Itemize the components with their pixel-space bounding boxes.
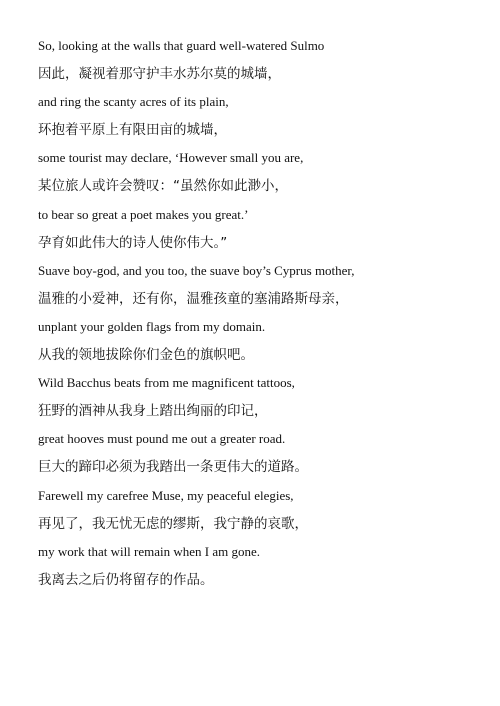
poem-line-chinese: 从我的领地拔除你们金色的旗帜吧。	[38, 347, 254, 364]
poem-line-english: some tourist may declare, ‘However small you are,	[38, 150, 304, 166]
poem-line-chinese: 孕育如此伟大的诗人使你伟大。”	[38, 234, 228, 251]
poem-line-english: great hooves must pound me out a greater road.	[38, 431, 286, 447]
poem-line-english: Suave boy-god, and you too, the suave boy’s Cyprus mother,	[38, 262, 355, 278]
poem-line-chinese: 温雅的小爱神，还有你，温雅孩童的塞浦路斯母亲，	[38, 290, 349, 307]
poem-line-chinese: 巨大的蹄印必须为我踏出一条更伟大的道路。	[38, 459, 308, 476]
poem-line-chinese: 某位旅人或许会赞叹：“虽然你如此渺小，	[38, 178, 288, 195]
poem-line-chinese: 再见了，我无忧无虑的缪斯，我宁静的哀歌，	[38, 515, 308, 532]
poem-line-english: my work that will remain when I am gone.	[38, 543, 261, 559]
poem-line-english: and ring the scanty acres of its plain,	[38, 94, 229, 110]
poem-line-chinese: 我离去之后仍将留存的作品。	[38, 571, 214, 588]
poem-line-english: Wild Bacchus beats from me magnificent tattoos,	[38, 375, 295, 391]
poem-text	[38, 32, 478, 594]
poem-line-english: Farewell my carefree Muse, my peaceful elegies,	[38, 487, 294, 503]
poem-line-chinese: 环抱着平原上有限田亩的城墙，	[38, 122, 227, 139]
poem-line-chinese: 因此，凝视着那守护丰水苏尔莫的城墙，	[38, 66, 281, 83]
poem-line-chinese: 狂野的酒神从我身上踏出绚丽的印记，	[38, 403, 268, 420]
poem-line-english: to bear so great a poet makes you great.’	[38, 206, 249, 222]
poem-line-english: unplant your golden flags from my domain.	[38, 318, 266, 334]
poem-line-english: So, looking at the walls that guard well-watered Sulmo	[38, 38, 325, 53]
